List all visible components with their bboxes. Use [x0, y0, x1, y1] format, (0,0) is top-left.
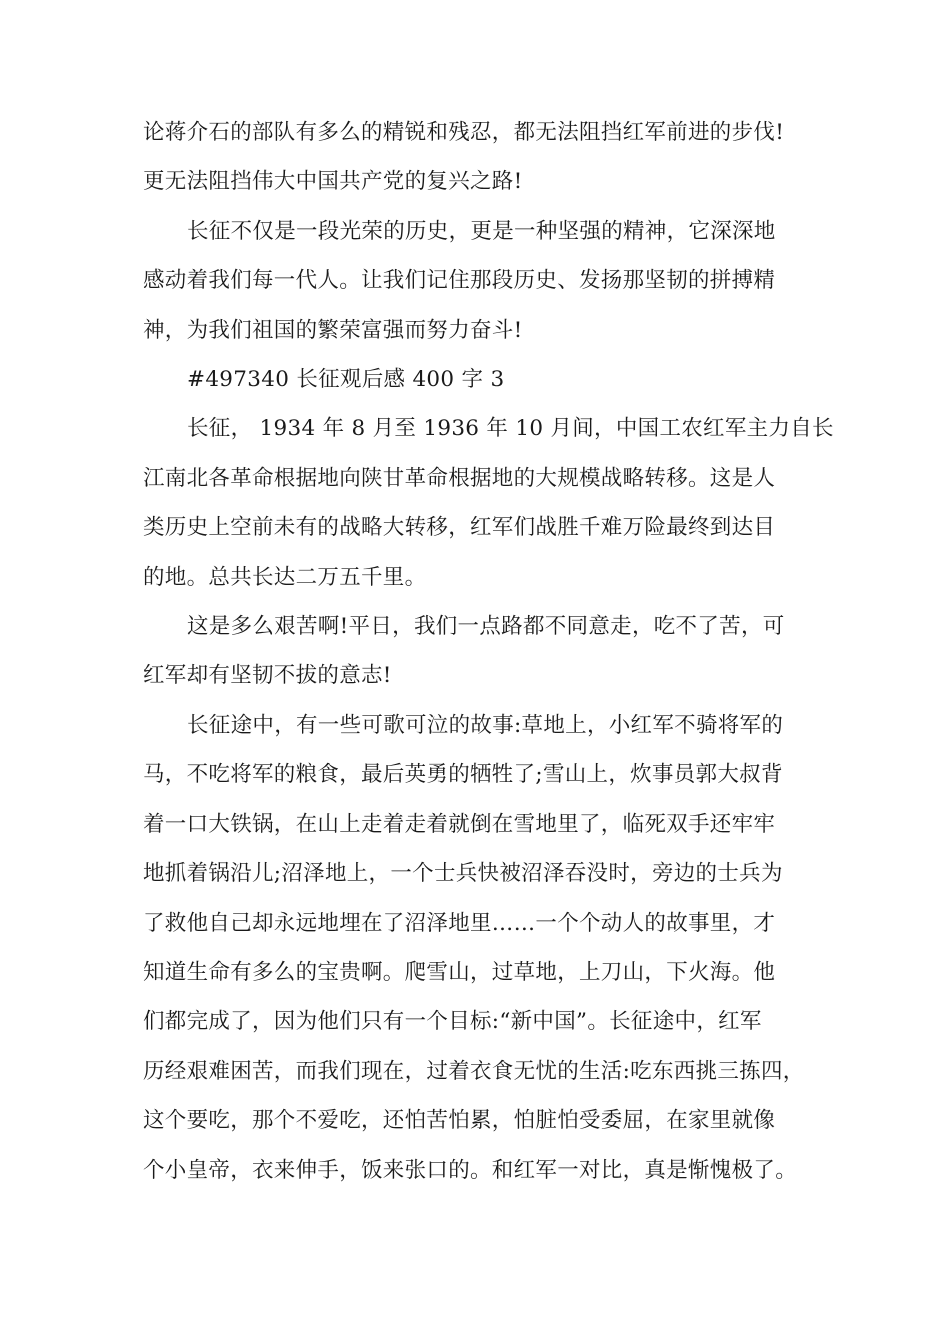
text-line: 江南北各革命根据地向陕甘革命根据地的大规模战略转移。这是人 [143, 465, 776, 491]
text-line: 论蒋介石的部队有多么的精锐和残忍，都无法阻挡红军前进的步伐! [143, 120, 785, 145]
text-line: 马，不吃将军的粮食，最后英勇的牺牲了;雪山上，炊事员郭大叔背 [143, 762, 783, 788]
text-line: 类历史上空前未有的战略大转移，红军们战胜千难万险最终到达目 [143, 515, 776, 541]
text-line: 着一口大铁锅，在山上走着走着就倒在雪地里了，临死双手还牢牢 [143, 811, 776, 837]
text-line: 了救他自己却永远地埋在了沼泽地里……一个个动人的故事里，才 [143, 910, 776, 936]
text-line: 地抓着锅沿儿;沼泽地上，一个士兵快被沼泽吞没时，旁边的士兵为 [143, 861, 783, 887]
text-line: 这个要吃，那个不爱吃，还怕苦怕累，怕脏怕受委屈，在家里就像 [143, 1108, 776, 1134]
text-line: 长征途中，有一些可歌可泣的故事:草地上，小红军不骑将军的 [187, 712, 784, 738]
text-line: 神，为我们祖国的繁荣富强而努力奋斗! [143, 317, 523, 343]
section-heading: #497340 长征观后感 400 字 3 [187, 367, 505, 393]
text-line: 历经艰难困苦，而我们现在，过着衣食无忧的生活:吃东西挑三拣四， [143, 1058, 805, 1084]
text-line: 感动着我们每一代人。让我们记住那段历史、发扬那坚韧的拼搏精 [143, 268, 776, 294]
text-line: 长征， 1934 年 8 月至 1936 年 10 月间，中国工农红军主力自长 [187, 416, 834, 442]
text-line: 红军却有坚韧不拔的意志! [143, 663, 392, 689]
text-line: 知道生命有多么的宝贵啊。爬雪山，过草地，上刀山，下火海。他 [143, 959, 776, 985]
document-body [143, 108, 833, 1195]
text-line: 个小皇帝，衣来伸手，饭来张口的。和红军一对比，真是惭愧极了。 [143, 1157, 798, 1183]
text-line: 们都完成了，因为他们只有一个目标:“新中国”。长征途中，红军 [143, 1009, 762, 1035]
text-line: 这是多么艰苦啊!平日，我们一点路都不同意走，吃不了苦，可 [187, 614, 785, 640]
text-line: 更无法阻挡伟大中国共产党的复兴之路! [143, 169, 523, 195]
text-line: 的地。总共长达二万五千里。 [143, 564, 427, 590]
text-line: 长征不仅是一段光荣的历史，更是一种坚强的精神，它深深地 [187, 218, 776, 244]
